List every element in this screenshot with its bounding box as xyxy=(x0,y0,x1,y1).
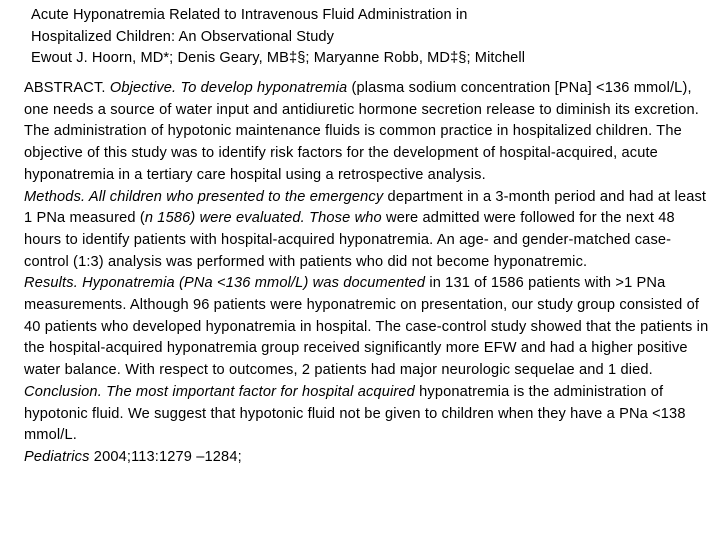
results-heading: Results. Hyponatremia (PNa <136 mmol/L) was documented xyxy=(24,275,426,292)
objective-italic-text: To develop hyponatremia xyxy=(180,80,348,96)
paper-title-line-1: Acute Hyponatremia Related to Intravenous Fluid Administration in xyxy=(31,7,468,23)
paper-header xyxy=(31,5,711,70)
methods-text-2: were admitted were followed for the next 48 hours to identify patients with hospital-acquired hyponatremia. An age- and gender-matched case-control (1:3) analysis was performed with patients who did not become hyponatremic. xyxy=(24,210,675,270)
methods-text-1: department in a 3-month period and had at least 1 PNa measured ( xyxy=(24,188,707,227)
conclusion-text: hyponatremia is the administration of hypotonic fluid. We suggest that hypotonic fluid not be given to children when they have a PNa <138 mmol/L. xyxy=(24,383,686,444)
objective-heading: Objective. xyxy=(109,80,177,96)
objective-text: (plasma sodium concentration [PNa] <136 mmol/L), one needs a source of water input and antidiuretic hormone secretion release to diminish its excretion. The administration of hypotonic maintenance fluids is common practice in hospitalized children. The objective of this study was to identify risk factors for the development of hospital-acquired, acute hyponatremia in a tertiary care hospital using a retrospective analysis. xyxy=(24,80,699,183)
abstract xyxy=(24,78,716,469)
conclusion-paragraph xyxy=(24,382,716,447)
abstract-label: ABSTRACT. xyxy=(24,80,106,96)
journal-name: Pediatrics xyxy=(24,448,90,465)
methods-paragraph xyxy=(24,187,716,274)
paper-title-line-2: Hospitalized Children: An Observational Study xyxy=(31,28,335,45)
citation xyxy=(24,447,716,469)
results-text: in 131 of 1586 patients with >1 PNa measurements. Although 96 patients were hyponatremic on presentation, our study group consisted of 40 patients who developed hyponatremia in hospital. The case-control study showed that the patients in the hospital-acquired hyponatremia group received significantly more EFW and had a higher positive water balance. With respect to outcomes, 2 patients had major neurologic sequelae and 1 died. xyxy=(24,275,709,379)
results-paragraph xyxy=(24,273,716,382)
author-list: Ewout J. Hoorn, MD*; Denis Geary, MB‡§; Maryanne Robb, MD‡§; Mitchell xyxy=(31,50,526,66)
methods-italic-text: n 1586) were evaluated. Those who xyxy=(144,210,382,227)
citation-details: 2004;113:1279 –1284; xyxy=(93,448,242,465)
conclusion-heading: Conclusion. The most important factor for hospital acquired xyxy=(24,383,415,400)
methods-heading: Methods. All children who presented to the emergency xyxy=(24,188,384,205)
objective-paragraph xyxy=(24,78,716,187)
